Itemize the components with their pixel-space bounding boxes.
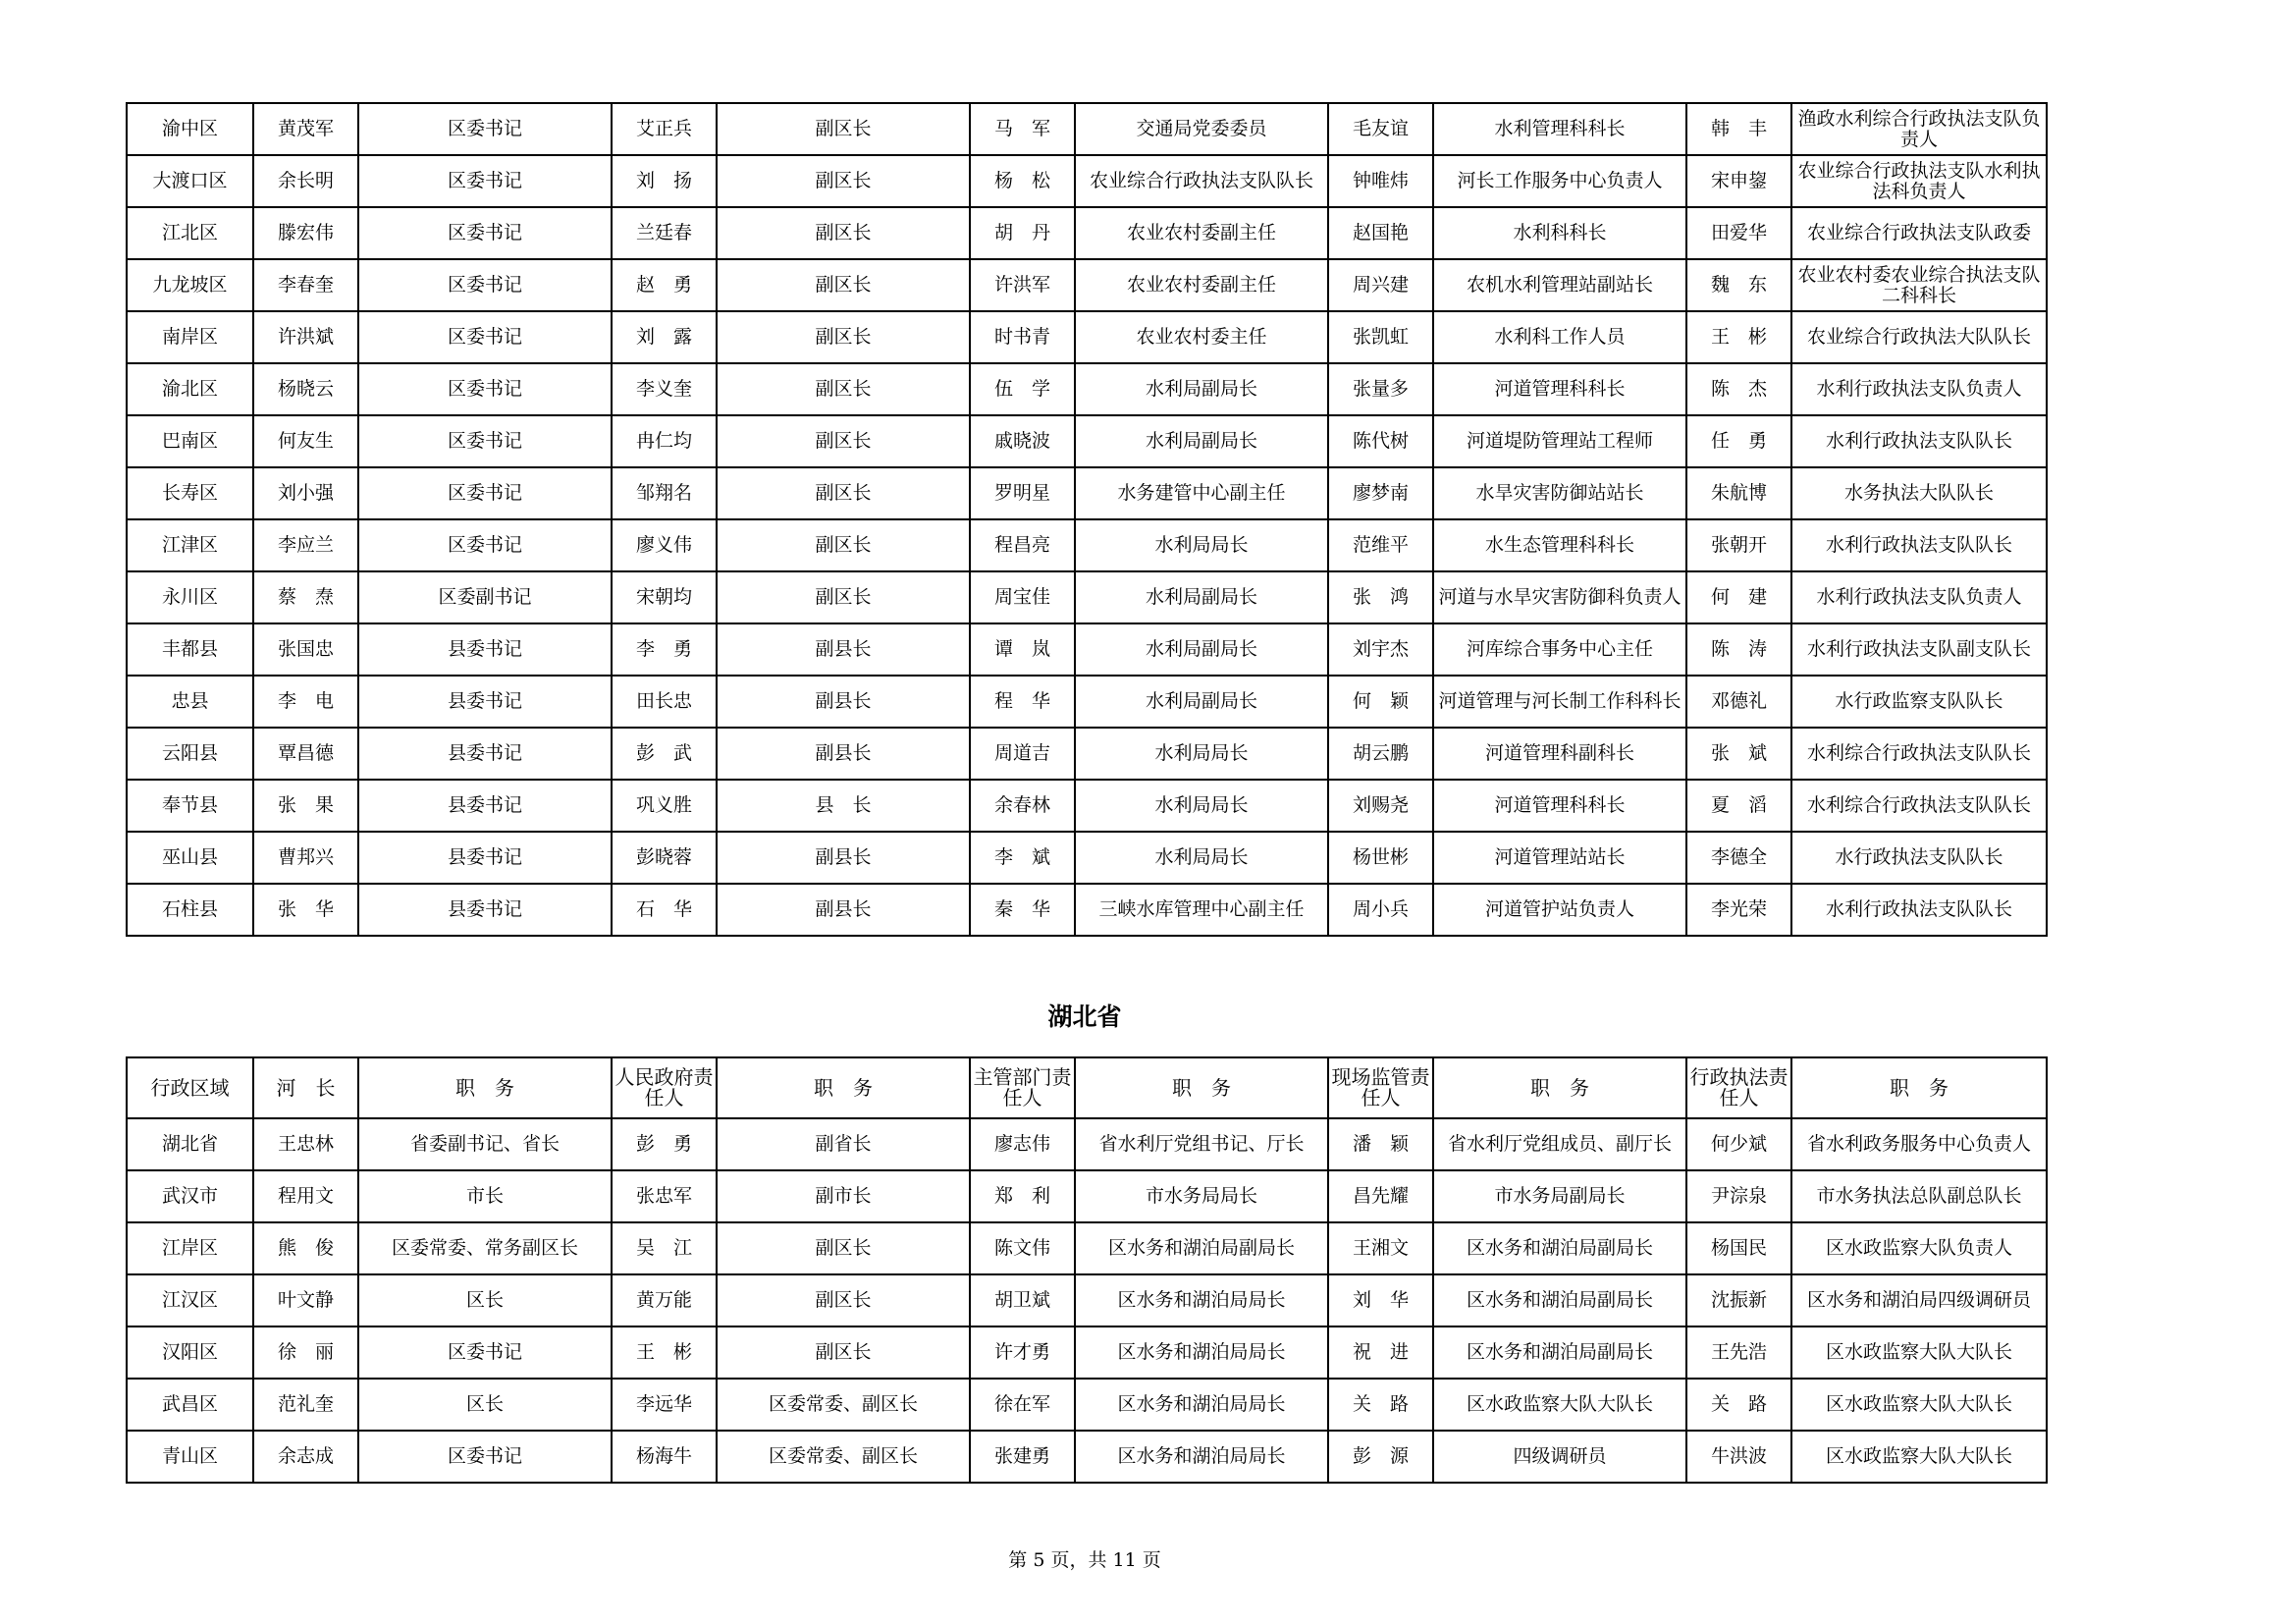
table-cell: 区水务和湖泊局四级调研员 xyxy=(1791,1274,2047,1326)
table-cell: 农业农村委主任 xyxy=(1075,311,1328,363)
column-header: 人民政府责任人 xyxy=(612,1057,717,1118)
table-cell: 区委书记 xyxy=(358,363,612,415)
table-cell: 区委书记 xyxy=(358,103,612,155)
table-cell: 江北区 xyxy=(127,207,253,259)
table-cell: 何 建 xyxy=(1686,571,1791,623)
table-cell: 李春奎 xyxy=(253,259,358,311)
table-cell: 县委书记 xyxy=(358,676,612,728)
table-cell: 周小兵 xyxy=(1328,884,1433,936)
table-cell: 胡卫斌 xyxy=(970,1274,1075,1326)
table-cell: 河道管理科科长 xyxy=(1433,363,1686,415)
table-cell: 水利管理科科长 xyxy=(1433,103,1686,155)
table-cell: 水利行政执法支队负责人 xyxy=(1791,571,2047,623)
table-cell: 省水利厅党组成员、副厅长 xyxy=(1433,1118,1686,1170)
table-cell: 巫山县 xyxy=(127,832,253,884)
table-cell: 区水务和湖泊局局长 xyxy=(1075,1326,1328,1379)
table-cell: 周兴建 xyxy=(1328,259,1433,311)
table-cell: 李远华 xyxy=(612,1379,717,1431)
table-cell: 渝中区 xyxy=(127,103,253,155)
table-cell: 何少斌 xyxy=(1686,1118,1791,1170)
table-cell: 廖志伟 xyxy=(970,1118,1075,1170)
table-cell: 副市长 xyxy=(717,1170,970,1222)
table-cell: 三峡水库管理中心副主任 xyxy=(1075,884,1328,936)
table-cell: 刘宇杰 xyxy=(1328,623,1433,676)
table-cell: 区委书记 xyxy=(358,519,612,571)
table-cell: 区水务和湖泊局副局长 xyxy=(1075,1222,1328,1274)
table-cell: 大渡口区 xyxy=(127,155,253,207)
table-cell: 省水利厅党组书记、厅长 xyxy=(1075,1118,1328,1170)
table-cell: 廖义伟 xyxy=(612,519,717,571)
table-cell: 副区长 xyxy=(717,259,970,311)
table-cell: 胡 丹 xyxy=(970,207,1075,259)
table-cell: 副区长 xyxy=(717,1326,970,1379)
table-cell: 徐 丽 xyxy=(253,1326,358,1379)
table-row xyxy=(127,832,2047,884)
table-cell: 水行政监察支队队长 xyxy=(1791,676,2047,728)
table-cell: 李光荣 xyxy=(1686,884,1791,936)
table-cell: 覃昌德 xyxy=(253,728,358,780)
table-cell: 副县长 xyxy=(717,676,970,728)
table-cell: 宋申鋆 xyxy=(1686,155,1791,207)
table-cell: 彭晓蓉 xyxy=(612,832,717,884)
table-cell: 副区长 xyxy=(717,1222,970,1274)
table-cell: 水利行政执法支队负责人 xyxy=(1791,363,2047,415)
table-cell: 河道堤防管理站工程师 xyxy=(1433,415,1686,467)
table-cell: 蔡 焘 xyxy=(253,571,358,623)
table-cell: 廖梦南 xyxy=(1328,467,1433,519)
table-cell: 水利行政执法支队副支队长 xyxy=(1791,623,2047,676)
table-cell: 副县长 xyxy=(717,832,970,884)
table-cell: 许洪斌 xyxy=(253,311,358,363)
table-cell: 区委书记 xyxy=(358,311,612,363)
table-cell: 田爱华 xyxy=(1686,207,1791,259)
table-cell: 农机水利管理站副站长 xyxy=(1433,259,1686,311)
table-cell: 市长 xyxy=(358,1170,612,1222)
table-cell: 彭 武 xyxy=(612,728,717,780)
table-cell: 周道吉 xyxy=(970,728,1075,780)
table-cell: 区水政监察大队负责人 xyxy=(1791,1222,2047,1274)
table-cell: 武汉市 xyxy=(127,1170,253,1222)
table-cell: 毛友谊 xyxy=(1328,103,1433,155)
table-cell: 朱航博 xyxy=(1686,467,1791,519)
table-cell: 张朝开 xyxy=(1686,519,1791,571)
table-cell: 戚晓波 xyxy=(970,415,1075,467)
table-cell: 兰廷春 xyxy=(612,207,717,259)
table-cell: 水利局副局长 xyxy=(1075,676,1328,728)
table-cell: 陈 涛 xyxy=(1686,623,1791,676)
table-cell: 市水务局局长 xyxy=(1075,1170,1328,1222)
table-cell: 市水务局副局长 xyxy=(1433,1170,1686,1222)
table-cell: 周宝佳 xyxy=(970,571,1075,623)
table-cell: 水生态管理科科长 xyxy=(1433,519,1686,571)
table-cell: 张国忠 xyxy=(253,623,358,676)
table-row xyxy=(127,1222,2047,1274)
table-cell: 县委书记 xyxy=(358,832,612,884)
table-cell: 胡云鹏 xyxy=(1328,728,1433,780)
table-cell: 韩 丰 xyxy=(1686,103,1791,155)
table-cell: 水利行政执法支队队长 xyxy=(1791,519,2047,571)
table-cell: 牛洪波 xyxy=(1686,1431,1791,1483)
table-cell: 县委书记 xyxy=(358,780,612,832)
table-cell: 副省长 xyxy=(717,1118,970,1170)
table-cell: 邹翔名 xyxy=(612,467,717,519)
table-cell: 副区长 xyxy=(717,207,970,259)
table-cell: 区委副书记 xyxy=(358,571,612,623)
table-cell: 张忠军 xyxy=(612,1170,717,1222)
table-cell: 区长 xyxy=(358,1274,612,1326)
table-cell: 忠县 xyxy=(127,676,253,728)
table-cell: 区水务和湖泊局副局长 xyxy=(1433,1274,1686,1326)
table-row xyxy=(127,155,2047,207)
table-cell: 水旱灾害防御站站长 xyxy=(1433,467,1686,519)
table-cell: 南岸区 xyxy=(127,311,253,363)
table-cell: 水务建管中心副主任 xyxy=(1075,467,1328,519)
table-cell: 副区长 xyxy=(717,155,970,207)
table-cell: 祝 进 xyxy=(1328,1326,1433,1379)
table-cell: 黄茂军 xyxy=(253,103,358,155)
table-cell: 水利局局长 xyxy=(1075,728,1328,780)
table-cell: 潘 颖 xyxy=(1328,1118,1433,1170)
table-cell: 张 鸿 xyxy=(1328,571,1433,623)
table-cell: 马 军 xyxy=(970,103,1075,155)
table-cell: 李 斌 xyxy=(970,832,1075,884)
table-cell: 吴 江 xyxy=(612,1222,717,1274)
table-cell: 区委书记 xyxy=(358,1431,612,1483)
table-cell: 何友生 xyxy=(253,415,358,467)
table-cell: 水利局副局长 xyxy=(1075,415,1328,467)
table-cell: 四级调研员 xyxy=(1433,1431,1686,1483)
table-row xyxy=(127,1326,2047,1379)
table-cell: 副区长 xyxy=(717,1274,970,1326)
table-cell: 水利局副局长 xyxy=(1075,623,1328,676)
table-cell: 河库综合事务中心主任 xyxy=(1433,623,1686,676)
table-cell: 河道管理科副科长 xyxy=(1433,728,1686,780)
table-cell: 区水务和湖泊局局长 xyxy=(1075,1274,1328,1326)
table-cell: 尹淙泉 xyxy=(1686,1170,1791,1222)
table-cell: 彭 源 xyxy=(1328,1431,1433,1483)
table-cell: 武昌区 xyxy=(127,1379,253,1431)
column-header: 现场监管责任人 xyxy=(1328,1057,1433,1118)
table-row xyxy=(127,415,2047,467)
table-row xyxy=(127,1118,2047,1170)
table-cell: 副县长 xyxy=(717,623,970,676)
table-cell: 河长工作服务中心负责人 xyxy=(1433,155,1686,207)
table-cell: 水利局局长 xyxy=(1075,832,1328,884)
table-cell: 张建勇 xyxy=(970,1431,1075,1483)
table-cell: 罗明星 xyxy=(970,467,1075,519)
table-cell: 杨 松 xyxy=(970,155,1075,207)
table-cell: 区委书记 xyxy=(358,259,612,311)
table-cell: 区委常委、常务副区长 xyxy=(358,1222,612,1274)
table-cell: 区水务和湖泊局局长 xyxy=(1075,1379,1328,1431)
table-cell: 农业综合行政执法支队队长 xyxy=(1075,155,1328,207)
table-cell: 省委副书记、省长 xyxy=(358,1118,612,1170)
table-cell: 余长明 xyxy=(253,155,358,207)
table-cell: 张 斌 xyxy=(1686,728,1791,780)
table-cell: 区水政监察大队大队长 xyxy=(1433,1379,1686,1431)
table-cell: 区水务和湖泊局副局长 xyxy=(1433,1326,1686,1379)
table-cell: 水利综合行政执法支队队长 xyxy=(1791,780,2047,832)
column-header: 职 务 xyxy=(717,1057,970,1118)
table-cell: 县 长 xyxy=(717,780,970,832)
table-cell: 范礼奎 xyxy=(253,1379,358,1431)
table-cell: 农业综合行政执法大队队长 xyxy=(1791,311,2047,363)
table-cell: 巩义胜 xyxy=(612,780,717,832)
table-cell: 张 果 xyxy=(253,780,358,832)
table-cell: 副区长 xyxy=(717,311,970,363)
page-footer: 第 5 页，共 11 页 xyxy=(1008,1549,1161,1571)
table-row xyxy=(127,1431,2047,1483)
table-cell: 副区长 xyxy=(717,519,970,571)
table-cell: 区长 xyxy=(358,1379,612,1431)
column-header: 职 务 xyxy=(358,1057,612,1118)
table-cell: 区水政监察大队大队长 xyxy=(1791,1431,2047,1483)
table-row xyxy=(127,780,2047,832)
table-cell: 刘 露 xyxy=(612,311,717,363)
table-cell: 宋朝均 xyxy=(612,571,717,623)
table-cell: 副县长 xyxy=(717,884,970,936)
table-row xyxy=(127,884,2047,936)
table-cell: 河道管理科科长 xyxy=(1433,780,1686,832)
column-header: 主管部门责任人 xyxy=(970,1057,1075,1118)
table-cell: 陈 杰 xyxy=(1686,363,1791,415)
table-cell: 刘 扬 xyxy=(612,155,717,207)
table-cell: 水利局局长 xyxy=(1075,519,1328,571)
table-cell: 黄万能 xyxy=(612,1274,717,1326)
table-cell: 市水务执法总队副总队长 xyxy=(1791,1170,2047,1222)
table-cell: 农业综合行政执法支队政委 xyxy=(1791,207,2047,259)
table-cell: 河道管理站站长 xyxy=(1433,832,1686,884)
table-cell: 夏 滔 xyxy=(1686,780,1791,832)
table-cell: 青山区 xyxy=(127,1431,253,1483)
table-cell: 县委书记 xyxy=(358,728,612,780)
table-cell: 水利局副局长 xyxy=(1075,363,1328,415)
table-cell: 汉阳区 xyxy=(127,1326,253,1379)
table-cell: 区委书记 xyxy=(358,155,612,207)
table-cell: 秦 华 xyxy=(970,884,1075,936)
table-cell: 区委常委、副区长 xyxy=(717,1379,970,1431)
table-row xyxy=(127,467,2047,519)
table-cell: 王 彬 xyxy=(612,1326,717,1379)
section-title: 湖北省 xyxy=(1047,1002,1122,1031)
table-cell: 叶文静 xyxy=(253,1274,358,1326)
table-cell: 农业农村委副主任 xyxy=(1075,259,1328,311)
table-cell: 副区长 xyxy=(717,415,970,467)
table-cell: 江岸区 xyxy=(127,1222,253,1274)
table-cell: 程 华 xyxy=(970,676,1075,728)
table-cell: 副县长 xyxy=(717,728,970,780)
table-cell: 范维平 xyxy=(1328,519,1433,571)
table-cell: 曹邦兴 xyxy=(253,832,358,884)
table-cell: 赵国艳 xyxy=(1328,207,1433,259)
table-cell: 水利局副局长 xyxy=(1075,571,1328,623)
table-cell: 渝北区 xyxy=(127,363,253,415)
table-cell: 河道管护站负责人 xyxy=(1433,884,1686,936)
table-cell: 农业农村委农业综合执法支队二科科长 xyxy=(1791,259,2047,311)
table-cell: 李应兰 xyxy=(253,519,358,571)
table-cell: 江津区 xyxy=(127,519,253,571)
table-row xyxy=(127,623,2047,676)
table-cell: 副区长 xyxy=(717,467,970,519)
table-cell: 区委书记 xyxy=(358,467,612,519)
table-cell: 刘小强 xyxy=(253,467,358,519)
table-cell: 区水务和湖泊局局长 xyxy=(1075,1431,1328,1483)
table-cell: 刘 华 xyxy=(1328,1274,1433,1326)
hubei-table xyxy=(126,1056,2048,1484)
table-cell: 任 勇 xyxy=(1686,415,1791,467)
table-cell: 副区长 xyxy=(717,571,970,623)
table-cell: 云阳县 xyxy=(127,728,253,780)
table-cell: 滕宏伟 xyxy=(253,207,358,259)
table-cell: 许洪军 xyxy=(970,259,1075,311)
table-cell: 许才勇 xyxy=(970,1326,1075,1379)
table-cell: 李德全 xyxy=(1686,832,1791,884)
table-cell: 郑 利 xyxy=(970,1170,1075,1222)
column-header: 行政执法责任人 xyxy=(1686,1057,1791,1118)
column-header: 河 长 xyxy=(253,1057,358,1118)
table-row xyxy=(127,676,2047,728)
table-cell: 水利局局长 xyxy=(1075,780,1328,832)
table-cell: 水利科工作人员 xyxy=(1433,311,1686,363)
table-cell: 杨晓云 xyxy=(253,363,358,415)
table-cell: 省水利政务服务中心负责人 xyxy=(1791,1118,2047,1170)
table-cell: 田长忠 xyxy=(612,676,717,728)
table-row xyxy=(127,311,2047,363)
table-cell: 农业综合行政执法支队水利执法科负责人 xyxy=(1791,155,2047,207)
table-cell: 杨世彬 xyxy=(1328,832,1433,884)
chongqing-table xyxy=(126,102,2048,937)
table-cell: 艾正兵 xyxy=(612,103,717,155)
table-row xyxy=(127,519,2047,571)
table-cell: 昌先耀 xyxy=(1328,1170,1433,1222)
table-cell: 刘赐尧 xyxy=(1328,780,1433,832)
table-cell: 河道与水旱灾害防御科负责人 xyxy=(1433,571,1686,623)
table-row xyxy=(127,728,2047,780)
table-cell: 石柱县 xyxy=(127,884,253,936)
table-cell: 县委书记 xyxy=(358,884,612,936)
table-cell: 水务执法大队队长 xyxy=(1791,467,2047,519)
table-cell: 李义奎 xyxy=(612,363,717,415)
table-cell: 长寿区 xyxy=(127,467,253,519)
table-cell: 县委书记 xyxy=(358,623,612,676)
table-cell: 陈文伟 xyxy=(970,1222,1075,1274)
table-header-row xyxy=(127,1057,2047,1118)
table-cell: 水利行政执法支队队长 xyxy=(1791,415,2047,467)
table-cell: 区水政监察大队大队长 xyxy=(1791,1326,2047,1379)
table-cell: 关 路 xyxy=(1686,1379,1791,1431)
table-cell: 张 华 xyxy=(253,884,358,936)
table-cell: 李 勇 xyxy=(612,623,717,676)
table-cell: 农业农村委副主任 xyxy=(1075,207,1328,259)
table-cell: 河道管理与河长制工作科科长 xyxy=(1433,676,1686,728)
table-cell: 巴南区 xyxy=(127,415,253,467)
table-cell: 区水务和湖泊局副局长 xyxy=(1433,1222,1686,1274)
table-row xyxy=(127,259,2047,311)
table-cell: 赵 勇 xyxy=(612,259,717,311)
table-cell: 余春林 xyxy=(970,780,1075,832)
table-cell: 张凯虹 xyxy=(1328,311,1433,363)
table-cell: 张量多 xyxy=(1328,363,1433,415)
table-cell: 沈振新 xyxy=(1686,1274,1791,1326)
table-cell: 副区长 xyxy=(717,363,970,415)
table-cell: 江汉区 xyxy=(127,1274,253,1326)
table-row xyxy=(127,103,2047,155)
table-cell: 时书青 xyxy=(970,311,1075,363)
table-row xyxy=(127,571,2047,623)
table-cell: 关 路 xyxy=(1328,1379,1433,1431)
table-row xyxy=(127,207,2047,259)
table-cell: 李 电 xyxy=(253,676,358,728)
table-cell: 区委书记 xyxy=(358,415,612,467)
table-cell: 交通局党委委员 xyxy=(1075,103,1328,155)
table-cell: 副区长 xyxy=(717,103,970,155)
table-cell: 区水政监察大队大队长 xyxy=(1791,1379,2047,1431)
table-cell: 彭 勇 xyxy=(612,1118,717,1170)
table-cell: 九龙坡区 xyxy=(127,259,253,311)
table-cell: 魏 东 xyxy=(1686,259,1791,311)
table-cell: 程用文 xyxy=(253,1170,358,1222)
table-row xyxy=(127,1379,2047,1431)
table-cell: 程昌亮 xyxy=(970,519,1075,571)
table-row xyxy=(127,1170,2047,1222)
table-cell: 水利综合行政执法支队队长 xyxy=(1791,728,2047,780)
table-cell: 永川区 xyxy=(127,571,253,623)
table-cell: 王忠林 xyxy=(253,1118,358,1170)
table-cell: 奉节县 xyxy=(127,780,253,832)
table-cell: 湖北省 xyxy=(127,1118,253,1170)
table-cell: 伍 学 xyxy=(970,363,1075,415)
table-cell: 区委书记 xyxy=(358,1326,612,1379)
column-header: 职 务 xyxy=(1791,1057,2047,1118)
table-cell: 徐在军 xyxy=(970,1379,1075,1431)
column-header: 行政区域 xyxy=(127,1057,253,1118)
table-cell: 邓德礼 xyxy=(1686,676,1791,728)
table-cell: 水行政执法支队队长 xyxy=(1791,832,2047,884)
column-header: 职 务 xyxy=(1433,1057,1686,1118)
table-cell: 何 颖 xyxy=(1328,676,1433,728)
table-cell: 石 华 xyxy=(612,884,717,936)
table-cell: 余志成 xyxy=(253,1431,358,1483)
table-cell: 熊 俊 xyxy=(253,1222,358,1274)
column-header: 职 务 xyxy=(1075,1057,1328,1118)
table-cell: 杨海牛 xyxy=(612,1431,717,1483)
table-cell: 王先浩 xyxy=(1686,1326,1791,1379)
table-cell: 王湘文 xyxy=(1328,1222,1433,1274)
table-cell: 冉仁均 xyxy=(612,415,717,467)
table-cell: 杨国民 xyxy=(1686,1222,1791,1274)
table-cell: 王 彬 xyxy=(1686,311,1791,363)
table-cell: 谭 岚 xyxy=(970,623,1075,676)
table-cell: 陈代树 xyxy=(1328,415,1433,467)
table-cell: 钟唯炜 xyxy=(1328,155,1433,207)
table-cell: 丰都县 xyxy=(127,623,253,676)
table-cell: 渔政水利综合行政执法支队负责人 xyxy=(1791,103,2047,155)
table-cell: 水利行政执法支队队长 xyxy=(1791,884,2047,936)
table-cell: 区委常委、副区长 xyxy=(717,1431,970,1483)
table-row xyxy=(127,1274,2047,1326)
table-cell: 水利科科长 xyxy=(1433,207,1686,259)
table-cell: 区委书记 xyxy=(358,207,612,259)
table-row xyxy=(127,363,2047,415)
